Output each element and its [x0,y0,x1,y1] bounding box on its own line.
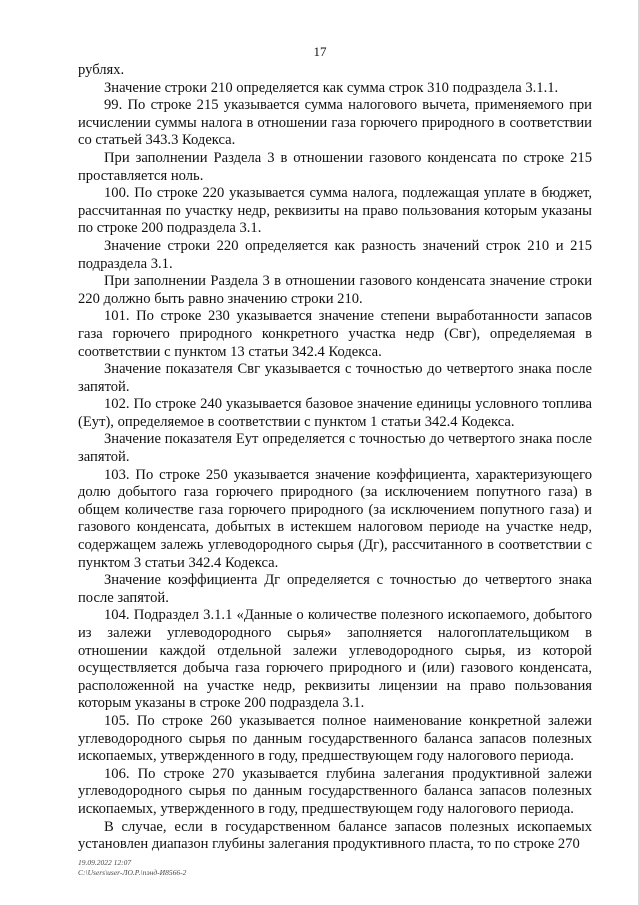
paragraph-105: 105. По строке 260 указывается полное наименование конкретной залежи углеводородного сырья по данным государственного баланса запасов полезных ископаемых, утвержденного в году, предшествующем году налогового периода. [78,712,592,765]
paragraph-106: 106. По строке 270 указывается глубина залегания продуктивной залежи углеводородного сырья по данным государственного баланса запасов полезных ископаемых, утвержденного в году, предшествующем году налогового периода. [78,765,592,817]
paragraph: Значение показателя Еут определяется с точностью до четвертого знака после запятой. [78,431,592,466]
paragraph-99: 99. По строке 215 указывается сумма налогового вычета, применяемого при исчислении суммы налога в отношении газа горючего природного в соответствии со статьей 343.3 Кодекса. [78,97,592,149]
document-body [78,62,592,854]
paragraph: Значение коэффициента Дг определяется с точностью до четвертого знака после запятой. [78,572,592,606]
paragraph-102: 102. По строке 240 указывается базовое значение единицы условного топлива (Еут), определяемое в соответствии с пунктом 1 статьи 342.4 Кодекса. [78,396,592,430]
paragraph: При заполнении Раздела 3 в отношении газового конденсата значение строки 220 должно быть равно значению строки 210. [78,273,592,307]
footer [78,858,186,878]
page-number: 17 [313,44,327,59]
paragraph-continuation: рублях. [78,62,125,78]
paragraph: Значение строки 220 определяется как разность значений строк 210 и 215 подраздела 3.1. [78,237,592,272]
footer-path: C:\Users\user-ЛО.Р.\пэнд-И8566-2 [78,868,187,877]
paragraph: Значение показателя Свг указывается с точностью до четвертого знака после запятой. [78,361,592,395]
paragraph: Значение строки 210 определяется как сумма строк 310 подраздела 3.1.1. [104,79,559,96]
paragraph-101: 101. По строке 230 указывается значение степени выработанности запасов газа горючего природного конкретного участка недр (Свг), определяемая в соответствии с пунктом 13 статьи 342.4 Кодекса. [78,308,592,360]
paragraph: В случае, если в государственном балансе запасов полезных ископаемых установлен диапазон глубины залегания продуктивного пласта, то по строке 270 [78,818,592,853]
paragraph-103: 103. По строке 250 указывается значение коэффициента, характеризующего долю добытого газа горючего природного (за исключением попутного газа) в общем количестве газа горючего природного (за исключением попутного газа) и газового конденсата, добытых в истекшем налоговом периоде на участке недр, содержащем залежь углеводородного сырья (Дг), рассчитанного в соответствии с пунктом 3 статьи 342.4 Кодекса. [78,466,592,571]
paragraph-100: 100. По строке 220 указывается сумма налога, подлежащая уплате в бюджет, рассчитанная по участку недр, реквизиты на право пользования которым указаны по строке 200 подраздела 3.1. [78,185,592,237]
paragraph-104: 104. Подраздел 3.1.1 «Данные о количестве полезного ископаемого, добытого из залежи углеводородного сырья» заполняется налогоплательщиком в отношении каждой отдельной залежи углеводородного сырья, из которой осуществляется добыча газа горючего природного и (или) газового конденсата, расположенной на участке недр, реквизиты лицензии на право пользования которым указаны в строке 200 подраздела 3.1. [78,607,592,712]
paragraph: При заполнении Раздела 3 в отношении газового конденсата по строке 215 проставляется ноль. [78,149,592,184]
footer-date: 19.09.2022 12:07 [78,858,132,867]
